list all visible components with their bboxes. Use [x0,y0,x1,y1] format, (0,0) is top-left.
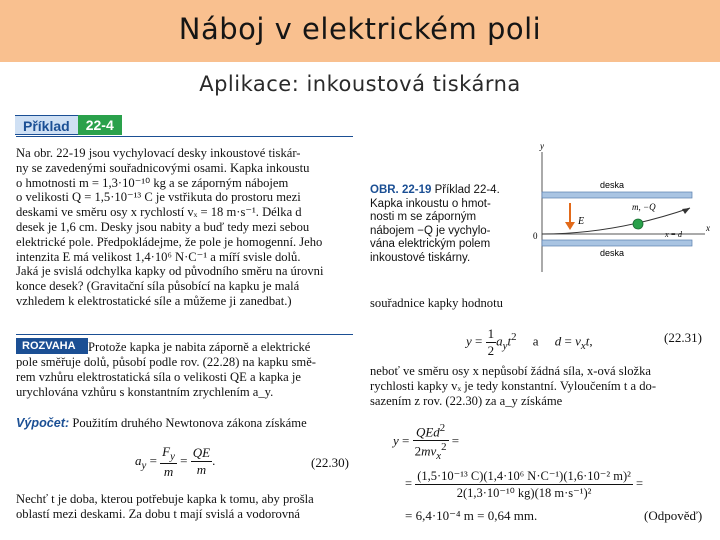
right-paragraph: neboť ve směru osy x nepůsobí žádná síla, x-ová složka rychlosti kapky vₓ je tedy konstantní. Vyloučením t a do- sazením z rov. (22.30) za a_y získáme [370,364,657,408]
equation-number: (22.30) [311,455,349,470]
top-plate [542,192,692,198]
calc-line-1: y = $\frac{QEd^2}{2mv_x^2}$ = [393,422,460,463]
example-badge-number: 22-4 [78,115,122,135]
figure-label: OBR. 22-19 [370,184,432,196]
ink-drop [633,219,643,229]
example-badge [15,115,122,135]
field-arrow-head [565,222,575,230]
equation-22-30: $a_y$ = $\frac{F_y}{m}$ = $\frac{QE}{m}$ . [135,444,216,479]
right-intro: souřadnice kapky hodnotu [370,296,503,310]
vypocet-line [16,416,353,431]
y-axis-label: y [540,141,544,151]
page-subtitle: Aplikace: inkoustová tiskárna [199,72,521,96]
problem-line: Na obr. 22-19 jsou vychylovací desky inkoustové tiskár- [16,146,301,160]
problem-line: ny se zavedenými souřadnicovými osami. Kapka inkoustu [16,160,310,175]
problem-text [16,146,353,309]
problem-line: deskami ve směru osy x rychlostí vₓ = 18 m·s⁻¹. Délka d [16,205,302,220]
problem-line: elektrické pole. Předpokládejme, že pole je homogenní. Jeho [16,234,323,249]
answer-label: (Odpověď) [644,508,703,523]
vypocet-text: Použitím druhého Newtonova zákona získáme [72,416,307,430]
x-axis-label: x [706,223,710,233]
problem-line: intenzita E má velikost 1,4·10⁶ N·C⁻¹ a míří svisle dolů. [16,249,301,264]
header-bar [0,0,720,62]
top-plate-label: deska [600,180,625,190]
problem-line: konce desek? (Gravitační síla působící na kapku je malá [16,279,300,294]
field-label: E [578,216,585,227]
trajectory-head [682,208,690,214]
problem-line: o velikosti Q = 1,5·10⁻¹³ C je vstřikuta do prostoru mezi [16,190,301,205]
drop-label: m, −Q [632,202,656,212]
bottom-plate [542,240,692,246]
figure-caption: OBR. 22-19 Příklad 22-4. Kapka inkoustu o hmot- nosti m se záporným nábojem −Q je vychylo- vána elektrickým polem inkoustové tiskárny. [370,184,500,264]
divider [16,136,353,137]
problem-line: Jaká je svislá odchylka kapky od původního směru na úrovni [16,264,324,279]
equation-number-22-31: (22.31) [664,330,702,345]
rozvaha-label: ROZVAHA [16,338,88,354]
bottom-plate-label: deska [600,248,625,258]
equation-22-31: y = $\frac{1}{2}$ $a_yt^2$ a $d = v_xt$, [466,326,593,358]
calc-result: = 6,4·10⁻⁴ m = 0,64 mm. [405,508,538,523]
problem-line: o hmotnosti m = 1,3·10⁻¹⁰ kg a se záporným nábojem [16,175,289,190]
bottom-left-text: Nechť t je doba, kterou potřebuje kapka k tomu, aby prošla oblastí mezi deskami. Za dobu t mají svislá a vodorovná [16,492,314,521]
origin-label: 0 [533,231,538,241]
deflection-figure [520,140,715,275]
example-badge-label: Příklad [15,115,78,135]
rozvaha-first-line: Protože kapka je nabita záporně a elektrické [88,340,311,354]
x-end-label: x = d [665,230,682,239]
problem-line: desek je 1,6 cm. Desky jsou nabity a buď tedy mezi sebou [16,219,310,234]
page-title: Náboj v elektrickém poli [178,12,542,46]
divider [16,334,353,335]
vypocet-label: Výpočet: [16,416,70,430]
problem-line: vzhledem k elektrostatické síle a můžeme ji zanedbat.) [16,293,292,308]
rozvaha-text: pole směřuje dolů, působí podle rov. (22.28) na kapku smě- rem vzhůru elektrostatická síla o velikosti QE a kapka je urychlována vzhůru s konstantním zrychlením a_y. [16,355,316,399]
calc-line-2: = $\frac{\text{(1,5·10⁻¹³ C)(1,4·10⁶ N·C⁻¹)(1,6·10⁻² m)²}}{\text{2(1,3·10⁻¹⁰ kg)(18 m·s⁻¹)²}}$ = [405,469,644,500]
